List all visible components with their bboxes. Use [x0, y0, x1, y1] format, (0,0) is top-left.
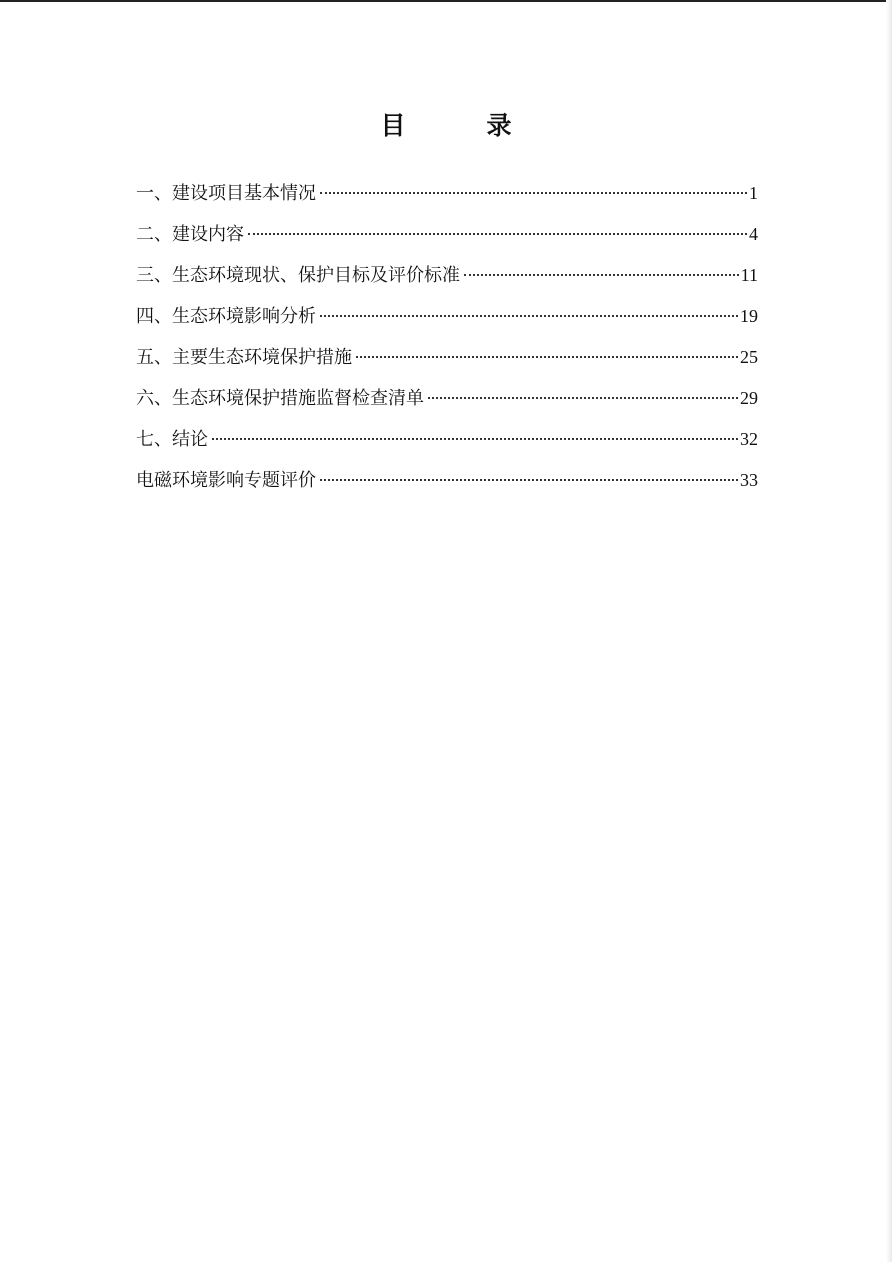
toc-entry-7[interactable]	[136, 422, 758, 463]
toc-page-number: 4	[749, 224, 758, 244]
toc-page-number: 29	[740, 388, 758, 408]
toc-entry-8[interactable]	[136, 463, 758, 504]
toc-entry-2[interactable]	[136, 217, 758, 258]
toc-dot-leader	[248, 233, 747, 235]
toc-entry-label: 三、生态环境现状、保护目标及评价标准	[136, 265, 460, 286]
toc-entry-4[interactable]	[136, 299, 758, 340]
toc-dot-leader	[428, 397, 738, 399]
toc-entry-5[interactable]	[136, 340, 758, 381]
page-top-border	[0, 0, 892, 2]
toc-page-number: 19	[740, 306, 758, 326]
toc-entry-label: 电磁环境影响专题评价	[136, 470, 316, 491]
toc-page-number: 1	[749, 183, 758, 203]
table-of-contents	[136, 176, 758, 504]
toc-entry-label: 七、结论	[136, 429, 208, 450]
toc-entry-label: 四、生态环境影响分析	[136, 306, 316, 327]
page-title: 目 录	[380, 111, 540, 140]
toc-entry-6[interactable]	[136, 381, 758, 422]
toc-entry-1[interactable]	[136, 176, 758, 217]
toc-entry-3[interactable]	[136, 258, 758, 299]
toc-dot-leader	[320, 479, 738, 481]
toc-dot-leader	[320, 315, 738, 317]
toc-page-number: 25	[740, 347, 758, 367]
toc-dot-leader	[356, 356, 738, 358]
toc-dot-leader	[212, 438, 738, 440]
toc-entry-label: 一、建设项目基本情况	[136, 183, 316, 204]
toc-dot-leader	[320, 192, 747, 194]
toc-page-number: 32	[740, 429, 758, 449]
toc-page-number: 11	[740, 265, 758, 285]
toc-entry-label: 五、主要生态环境保护措施	[136, 347, 352, 368]
page-right-shadow	[886, 0, 892, 1262]
toc-dot-leader	[464, 274, 739, 276]
toc-entry-label: 二、建设内容	[136, 224, 244, 245]
toc-page-number: 33	[740, 470, 758, 490]
toc-entry-label: 六、生态环境保护措施监督检查清单	[136, 388, 424, 409]
